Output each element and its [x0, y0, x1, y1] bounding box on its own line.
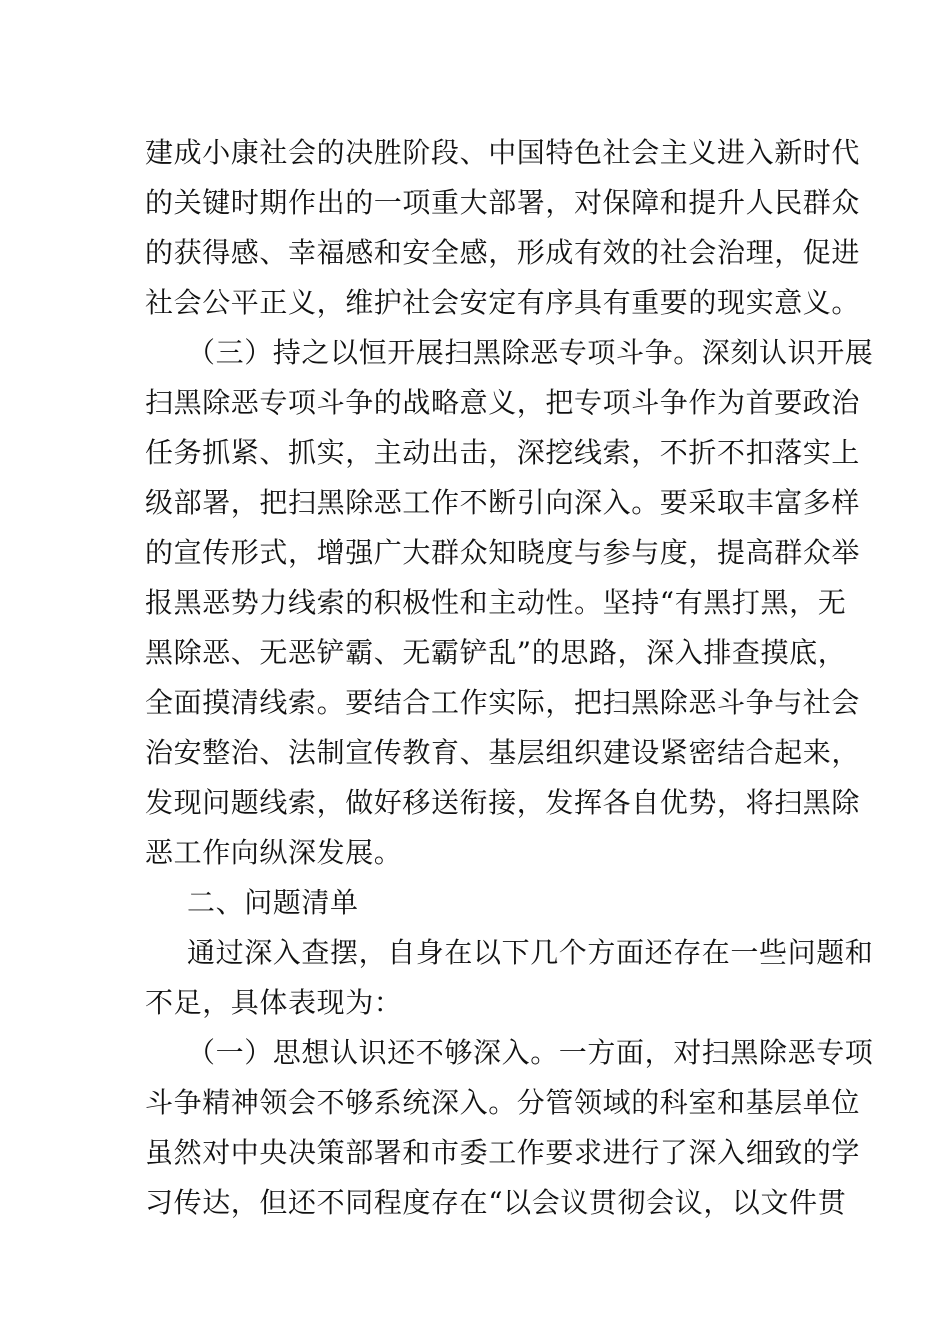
text-line: 的获得感、幸福感和安全感，形成有效的社会治理，促进 — [145, 236, 861, 269]
text-line: 的关键时期作出的一项重大部署，对保障和提升人民群众 — [145, 186, 861, 219]
text-line: 斗争精神领会不够系统深入。分管领域的科室和基层单位 — [145, 1086, 861, 1119]
section-heading-line: （三）持之以恒开展扫黑除恶专项斗争。深刻认识开展 — [187, 336, 874, 369]
text-line: 的宣传形式，增强广大群众知晓度与参与度，提高群众举 — [145, 536, 861, 569]
text-line: 通过深入查摆，自身在以下几个方面还存在一些问题和 — [187, 936, 874, 969]
text-line: 黑除恶、无恶铲霸、无霸铲乱”的思路，深入排查摸底， — [145, 636, 847, 669]
text-line: 习传达，但还不同程度存在“以会议贯彻会议，以文件贯 — [145, 1186, 847, 1219]
text-line: 扫黑除恶专项斗争的战略意义，把专项斗争作为首要政治 — [145, 386, 861, 419]
text-line: 恶工作向纵深发展。 — [145, 836, 403, 869]
text-line: 建成小康社会的决胜阶段、中国特色社会主义进入新时代 — [145, 136, 861, 169]
text-line: 虽然对中央决策部署和市委工作要求进行了深入细致的学 — [145, 1136, 861, 1169]
section-heading: 二、问题清单 — [187, 886, 359, 919]
text-line: 级部署，把扫黑除恶工作不断引向深入。要采取丰富多样 — [145, 486, 861, 519]
text-line: 发现问题线索，做好移送衔接，发挥各自优势，将扫黑除 — [145, 786, 861, 819]
text-line: 报黑恶势力线索的积极性和主动性。坚持“有黑打黑，无 — [145, 586, 847, 619]
text-line: 不足，具体表现为： — [145, 986, 403, 1019]
text-line: 社会公平正义，维护社会安定有序具有重要的现实意义。 — [145, 286, 861, 319]
section-heading-line: （一）思想认识还不够深入。一方面，对扫黑除恶专项 — [187, 1036, 874, 1069]
text-line: 全面摸清线索。要结合工作实际，把扫黑除恶斗争与社会 — [145, 686, 861, 719]
text-line: 治安整治、法制宣传教育、基层组织建设紧密结合起来， — [145, 736, 861, 769]
text-line: 任务抓紧、抓实，主动出击，深挖线索，不折不扣落实上 — [145, 436, 861, 469]
